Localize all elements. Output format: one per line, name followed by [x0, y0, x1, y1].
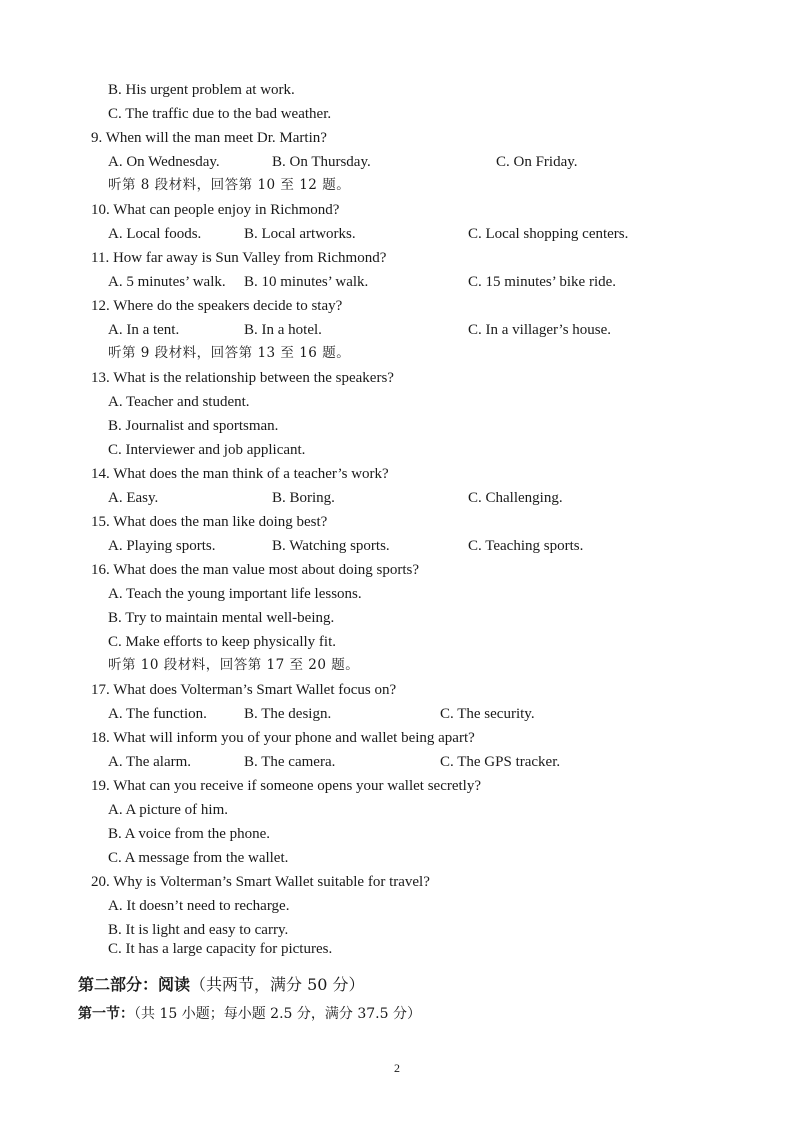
q15-option-a: A. Playing sports.	[108, 538, 216, 554]
q10-option-b: B. Local artworks.	[244, 226, 356, 242]
instruction-passage-8: 听第 8 段材料，回答第 10 至 12 题。	[108, 177, 351, 193]
q19-option-b: B. A voice from the phone.	[108, 826, 271, 842]
q11-option-a: A. 5 minutes’ walk.	[108, 274, 226, 290]
q15-option-b: B. Watching sports.	[272, 538, 390, 554]
q20-option-b: B. It is light and easy to carry.	[108, 922, 289, 938]
q9-option-b: B. On Thursday.	[272, 154, 371, 170]
q19-option-c: C. A message from the wallet.	[108, 850, 289, 866]
q16-option-a: A. Teach the young important life lessons.	[108, 586, 362, 602]
q18-option-b: B. The camera.	[244, 754, 336, 770]
q13-option-b: B. Journalist and sportsman.	[108, 418, 279, 434]
page-number: 2	[394, 1061, 400, 1075]
q13-option-c: C. Interviewer and job applicant.	[108, 442, 306, 458]
q18-option-a: A. The alarm.	[108, 754, 192, 770]
q16-option-c: C. Make efforts to keep physically fit.	[108, 634, 337, 650]
q17-option-c: C. The security.	[440, 706, 535, 722]
q9-option-c: C. On Friday.	[496, 154, 578, 170]
question-14: 14. What does the man think of a teacher’s work?	[91, 466, 389, 482]
question-9: 9. When will the man meet Dr. Martin?	[91, 130, 327, 146]
question-15: 15. What does the man like doing best?	[91, 514, 328, 530]
instruction-passage-10: 听第 10 段材料，回答第 17 至 20 题。	[108, 657, 360, 673]
subsection-title: 第一节：	[78, 1006, 134, 1022]
q15-option-c: C. Teaching sports.	[468, 538, 584, 554]
q13-option-a: A. Teacher and student.	[108, 394, 250, 410]
section-detail: （共两节，满分 50 分）	[190, 975, 365, 994]
q9-option-a: A. On Wednesday.	[108, 154, 220, 170]
q10-option-a: A. Local foods.	[108, 226, 202, 242]
q20-option-c: C. It has a large capacity for pictures.	[108, 941, 333, 957]
question-16: 16. What does the man value most about doing sports?	[91, 562, 420, 578]
q12-option-b: B. In a hotel.	[244, 322, 322, 338]
q14-option-a: A. Easy.	[108, 490, 159, 506]
question-18: 18. What will inform you of your phone and wallet being apart?	[91, 730, 475, 746]
section-title: 第二部分：阅读	[78, 975, 191, 994]
q17-option-b: B. The design.	[244, 706, 332, 722]
question-12: 12. Where do the speakers decide to stay?	[91, 298, 343, 314]
q11-option-c: C. 15 minutes’ bike ride.	[468, 274, 617, 290]
q19-option-a: A. A picture of him.	[108, 802, 228, 818]
subsection-detail: （共 15 小题；每小题 2.5 分，满分 37.5 分）	[134, 1006, 421, 1022]
q14-option-b: B. Boring.	[272, 490, 335, 506]
q16-option-b: B. Try to maintain mental well-being.	[108, 610, 335, 626]
question-19: 19. What can you receive if someone opens your wallet secretly?	[91, 778, 481, 794]
option-c-prev: C. The traffic due to the bad weather.	[108, 106, 332, 122]
q17-option-a: A. The function.	[108, 706, 207, 722]
q10-option-c: C. Local shopping centers.	[468, 226, 629, 242]
question-11: 11. How far away is Sun Valley from Richmond?	[91, 250, 387, 266]
question-13: 13. What is the relationship between the speakers?	[91, 370, 394, 386]
question-20: 20. Why is Volterman’s Smart Wallet suitable for travel?	[91, 874, 430, 890]
q12-option-a: A. In a tent.	[108, 322, 180, 338]
section-heading	[78, 976, 365, 994]
q14-option-c: C. Challenging.	[468, 490, 563, 506]
subsection-heading	[78, 1005, 421, 1023]
question-10: 10. What can people enjoy in Richmond?	[91, 202, 340, 218]
question-17: 17. What does Volterman’s Smart Wallet focus on?	[91, 682, 397, 698]
q18-option-c: C. The GPS tracker.	[440, 754, 561, 770]
q11-option-b: B. 10 minutes’ walk.	[244, 274, 369, 290]
option-b-prev: B. His urgent problem at work.	[108, 82, 295, 98]
q12-option-c: C. In a villager’s house.	[468, 322, 612, 338]
instruction-passage-9: 听第 9 段材料，回答第 13 至 16 题。	[108, 345, 351, 361]
q20-option-a: A. It doesn’t need to recharge.	[108, 898, 290, 914]
